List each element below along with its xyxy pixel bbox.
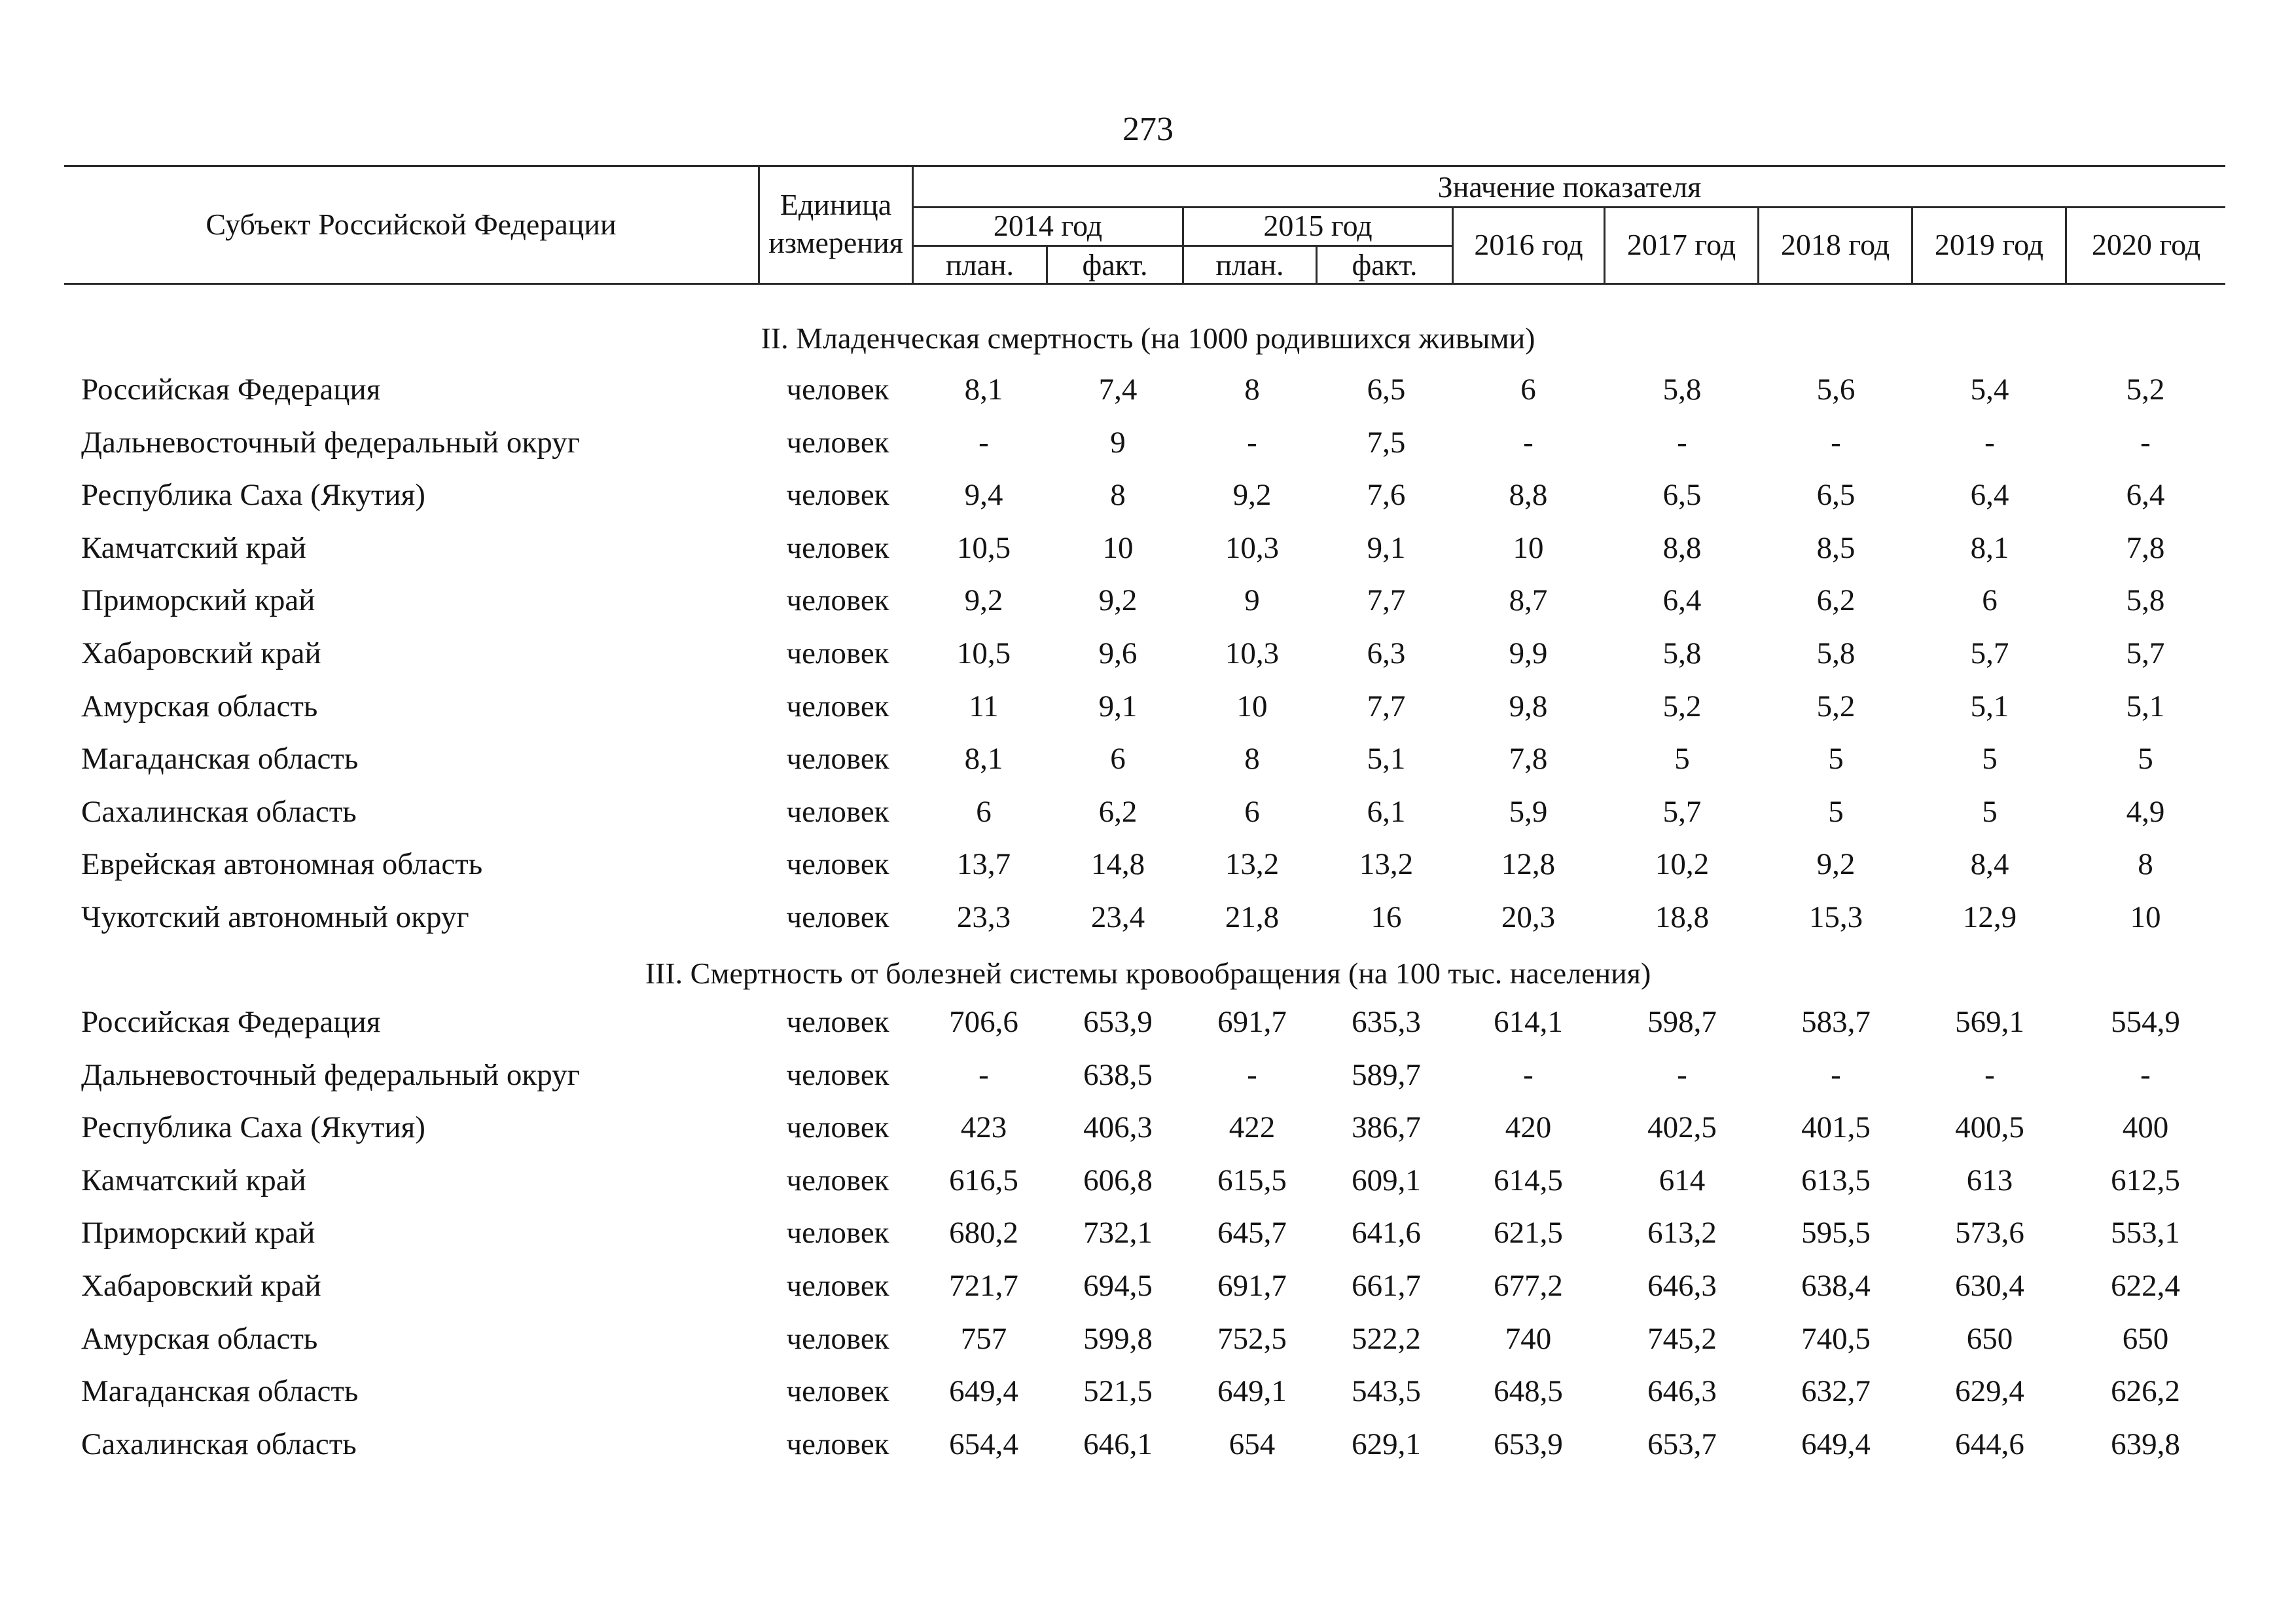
value-cell: 573,6 [1955, 1216, 2024, 1250]
table-row [0, 1319, 2296, 1359]
value-cell: 9,8 [1509, 689, 1548, 723]
value-cell: 5,1 [1367, 742, 1406, 776]
region-cell: Российская Федерация [81, 373, 381, 407]
value-cell: 653,9 [1494, 1427, 1563, 1461]
region-cell: Еврейская автономная область [81, 847, 483, 881]
value-cell: 752,5 [1217, 1322, 1287, 1356]
table-row [0, 1108, 2296, 1147]
value-cell: 10,5 [956, 531, 1011, 565]
region-cell: Сахалинская область [81, 795, 357, 829]
unit-cell: человек [786, 742, 889, 776]
value-cell: 9,9 [1509, 636, 1548, 670]
table-row [0, 792, 2296, 831]
region-cell: Магаданская область [81, 742, 359, 776]
region-cell: Республика Саха (Якутия) [81, 1110, 425, 1144]
value-cell: 420 [1505, 1110, 1552, 1144]
value-cell: 9,1 [1098, 689, 1138, 723]
header-indicator-value: Значение показателя [1437, 170, 1702, 204]
value-cell: 8,1 [964, 742, 1003, 776]
region-cell: Камчатский край [81, 531, 306, 565]
value-cell: 6 [1244, 795, 1260, 829]
value-cell: 9,2 [1232, 478, 1272, 512]
value-cell: 740,5 [1801, 1322, 1871, 1356]
value-cell: 12,9 [1962, 900, 2017, 934]
value-cell: 613,2 [1647, 1216, 1717, 1250]
table-row [0, 1002, 2296, 1042]
value-cell: 5,6 [1816, 373, 1856, 407]
value-cell: 6 [976, 795, 992, 829]
region-cell: Республика Саха (Якутия) [81, 478, 425, 512]
value-cell: 691,7 [1217, 1005, 1287, 1039]
value-cell: 650 [1966, 1322, 2013, 1356]
value-cell: 629,1 [1352, 1427, 1421, 1461]
header-2014-plan: план. [945, 248, 1014, 282]
value-cell: 10 [1102, 531, 1134, 565]
value-cell: 5,8 [1662, 636, 1702, 670]
value-cell: 646,3 [1647, 1374, 1717, 1408]
value-cell: 5,8 [2126, 583, 2165, 617]
header-year-2015: 2015 год [1263, 209, 1372, 242]
region-cell: Дальневосточный федеральный округ [81, 1058, 580, 1092]
value-cell: 6,4 [1662, 583, 1702, 617]
value-cell: 649,4 [949, 1374, 1018, 1408]
value-cell: 7,5 [1367, 426, 1406, 460]
value-cell: 9,2 [1098, 583, 1138, 617]
page-number: 273 [1122, 111, 1174, 148]
value-cell: 654 [1229, 1427, 1276, 1461]
value-cell: 5,9 [1509, 795, 1548, 829]
value-cell: 8,1 [1970, 531, 2009, 565]
value-cell: 626,2 [2111, 1374, 2180, 1408]
table-row [0, 1213, 2296, 1252]
value-cell: 614,5 [1494, 1163, 1563, 1197]
value-cell: 12,8 [1501, 847, 1556, 881]
value-cell: 406,3 [1083, 1110, 1153, 1144]
value-cell: 5,2 [1662, 689, 1702, 723]
value-cell: 10,3 [1225, 636, 1280, 670]
value-cell: 15,3 [1808, 900, 1863, 934]
value-cell: 706,6 [949, 1005, 1018, 1039]
value-cell: 8,4 [1970, 847, 2009, 881]
region-cell: Приморский край [81, 1216, 315, 1250]
table-row [0, 370, 2296, 409]
value-cell: 423 [960, 1110, 1007, 1144]
value-cell: 648,5 [1494, 1374, 1563, 1408]
value-cell: 5,1 [2126, 689, 2165, 723]
value-cell: 8,7 [1509, 583, 1548, 617]
table-row [0, 898, 2296, 937]
value-cell: 7,7 [1367, 689, 1406, 723]
value-cell: 691,7 [1217, 1269, 1287, 1303]
value-cell: 598,7 [1647, 1005, 1717, 1039]
value-cell: 6 [1520, 373, 1536, 407]
unit-cell: человек [786, 795, 889, 829]
value-cell: 6,5 [1816, 478, 1856, 512]
value-cell: 7,6 [1367, 478, 1406, 512]
header-unit-line1: Единица [780, 188, 892, 221]
value-cell: 6,1 [1367, 795, 1406, 829]
value-cell: 8 [1244, 742, 1260, 776]
unit-cell: человек [786, 1374, 889, 1408]
value-cell: 13,2 [1359, 847, 1414, 881]
value-cell: 23,3 [956, 900, 1011, 934]
value-cell: 649,1 [1217, 1374, 1287, 1408]
header-year-2019: 2019 год [1934, 228, 2044, 261]
value-cell: 629,4 [1955, 1374, 2024, 1408]
value-cell: 9,2 [964, 583, 1003, 617]
value-cell: 554,9 [2111, 1005, 2180, 1039]
value-cell: 677,2 [1494, 1269, 1563, 1303]
header-year-2017: 2017 год [1626, 228, 1736, 261]
value-cell: - [1984, 426, 1995, 460]
value-cell: 7,8 [1509, 742, 1548, 776]
value-cell: 386,7 [1352, 1110, 1421, 1144]
value-cell: 5,8 [1662, 373, 1702, 407]
value-cell: 401,5 [1801, 1110, 1871, 1144]
header-unit-line2: измерения [768, 226, 903, 259]
value-cell: 661,7 [1352, 1269, 1421, 1303]
value-cell: 641,6 [1352, 1216, 1421, 1250]
value-cell: 732,1 [1083, 1216, 1153, 1250]
value-cell: 5 [1674, 742, 1690, 776]
value-cell: 613,5 [1801, 1163, 1871, 1197]
value-cell: 5,8 [1816, 636, 1856, 670]
value-cell: 10 [1236, 689, 1268, 723]
value-cell: 589,7 [1352, 1058, 1421, 1092]
value-cell: - [2140, 426, 2151, 460]
value-cell: - [1677, 1058, 1687, 1092]
value-cell: - [978, 426, 989, 460]
region-cell: Амурская область [81, 1322, 318, 1356]
section-title: III. Смертность от болезней системы кровообращения (на 100 тыс. населения) [645, 957, 1651, 990]
value-cell: 7,8 [2126, 531, 2165, 565]
value-cell: 5,7 [1970, 636, 2009, 670]
value-cell: 614 [1659, 1163, 1706, 1197]
value-cell: 6,2 [1816, 583, 1856, 617]
value-cell: 10 [2130, 900, 2161, 934]
value-cell: - [2140, 1058, 2151, 1092]
value-cell: 616,5 [949, 1163, 1018, 1197]
value-cell: 13,7 [956, 847, 1011, 881]
region-cell: Хабаровский край [81, 636, 321, 670]
value-cell: 613 [1966, 1163, 2013, 1197]
unit-cell: человек [786, 531, 889, 565]
value-cell: 638,5 [1083, 1058, 1153, 1092]
value-cell: 757 [960, 1322, 1007, 1356]
value-cell: 13,2 [1225, 847, 1280, 881]
value-cell: 4,9 [2126, 795, 2165, 829]
header-year-2020: 2020 год [2091, 228, 2201, 261]
value-cell: 599,8 [1083, 1322, 1153, 1356]
value-cell: 653,7 [1647, 1427, 1717, 1461]
value-cell: - [1523, 426, 1534, 460]
table-row [0, 739, 2296, 778]
value-cell: 9,6 [1098, 636, 1138, 670]
value-cell: 595,5 [1801, 1216, 1871, 1250]
value-cell: 721,7 [949, 1269, 1018, 1303]
value-cell: 20,3 [1501, 900, 1556, 934]
value-cell: 5 [2138, 742, 2153, 776]
value-cell: - [1523, 1058, 1534, 1092]
value-cell: 521,5 [1083, 1374, 1153, 1408]
region-cell: Чукотский автономный округ [81, 900, 469, 934]
value-cell: 10 [1513, 531, 1544, 565]
value-cell: 609,1 [1352, 1163, 1421, 1197]
value-cell: 615,5 [1217, 1163, 1287, 1197]
table-row [0, 1425, 2296, 1464]
table-row [0, 1372, 2296, 1411]
unit-cell: человек [786, 1058, 889, 1092]
value-cell: 9 [1110, 426, 1126, 460]
value-cell: 6,3 [1367, 636, 1406, 670]
value-cell: 622,4 [2111, 1269, 2180, 1303]
table-row [0, 528, 2296, 568]
value-cell: 7,7 [1367, 583, 1406, 617]
value-cell: 10,2 [1655, 847, 1710, 881]
value-cell: 650 [2122, 1322, 2169, 1356]
value-cell: 553,1 [2111, 1216, 2180, 1250]
value-cell: 400,5 [1955, 1110, 2024, 1144]
unit-cell: человек [786, 426, 889, 460]
header-year-2016: 2016 год [1474, 228, 1583, 261]
header-region: Субъект Российской Федерации [206, 208, 617, 241]
header-divider-region [758, 165, 760, 284]
value-cell: 6,5 [1662, 478, 1702, 512]
unit-cell: человек [786, 1163, 889, 1197]
header-top-rule [64, 165, 2225, 167]
table-row [0, 1055, 2296, 1095]
unit-cell: человек [786, 1005, 889, 1039]
value-cell: - [1677, 426, 1687, 460]
value-cell: 18,8 [1655, 900, 1710, 934]
value-cell: 745,2 [1647, 1322, 1717, 1356]
header-year-2018: 2018 год [1780, 228, 1890, 261]
header-2015-fact: факт. [1352, 248, 1418, 282]
unit-cell: человек [786, 478, 889, 512]
unit-cell: человек [786, 373, 889, 407]
unit-cell: человек [786, 636, 889, 670]
table-row [0, 423, 2296, 462]
value-cell: - [1247, 1058, 1257, 1092]
value-cell: 9,2 [1816, 847, 1856, 881]
value-cell: 21,8 [1225, 900, 1280, 934]
value-cell: 5,2 [1816, 689, 1856, 723]
value-cell: 8,1 [964, 373, 1003, 407]
table-row [0, 581, 2296, 620]
value-cell: 5,2 [2126, 373, 2165, 407]
region-cell: Российская Федерация [81, 1005, 381, 1039]
value-cell: - [1831, 1058, 1841, 1092]
value-cell: 621,5 [1494, 1216, 1563, 1250]
value-cell: 9,4 [964, 478, 1003, 512]
unit-cell: человек [786, 847, 889, 881]
unit-cell: человек [786, 1110, 889, 1144]
value-cell: 680,2 [949, 1216, 1018, 1250]
value-cell: 644,6 [1955, 1427, 2024, 1461]
value-cell: 11 [969, 689, 999, 723]
value-cell: - [1831, 426, 1841, 460]
value-cell: 5,4 [1970, 373, 2009, 407]
value-cell: 645,7 [1217, 1216, 1287, 1250]
header-bottom-rule [64, 283, 2225, 285]
value-cell: - [1984, 1058, 1995, 1092]
unit-cell: человек [786, 1427, 889, 1461]
value-cell: 8,5 [1816, 531, 1856, 565]
value-cell: 8,8 [1509, 478, 1548, 512]
header-2015-plan: план. [1215, 248, 1284, 282]
value-cell: 5,7 [2126, 636, 2165, 670]
unit-cell: человек [786, 1269, 889, 1303]
value-cell: - [978, 1058, 989, 1092]
value-cell: 6,4 [1970, 478, 2009, 512]
value-cell: 9 [1244, 583, 1260, 617]
unit-cell: человек [786, 583, 889, 617]
value-cell: 646,3 [1647, 1269, 1717, 1303]
region-cell: Сахалинская область [81, 1427, 357, 1461]
value-cell: 5 [1828, 742, 1844, 776]
region-cell: Амурская область [81, 689, 318, 723]
value-cell: 630,4 [1955, 1269, 2024, 1303]
value-cell: 402,5 [1647, 1110, 1717, 1144]
value-cell: 5,1 [1970, 689, 2009, 723]
value-cell: 569,1 [1955, 1005, 2024, 1039]
value-cell: 654,4 [949, 1427, 1018, 1461]
value-cell: 6,5 [1367, 373, 1406, 407]
value-cell: 522,2 [1352, 1322, 1421, 1356]
value-cell: 5,7 [1662, 795, 1702, 829]
unit-cell: человек [786, 689, 889, 723]
table-row [0, 687, 2296, 726]
value-cell: 740 [1505, 1322, 1552, 1356]
value-cell: 5 [1982, 795, 1998, 829]
value-cell: 400 [2122, 1110, 2169, 1144]
section-title: II. Младенческая смертность (на 1000 родившихся живыми) [761, 321, 1535, 355]
value-cell: 649,4 [1801, 1427, 1871, 1461]
value-cell: 16 [1371, 900, 1402, 934]
value-cell: 635,3 [1352, 1005, 1421, 1039]
value-cell: 10,3 [1225, 531, 1280, 565]
unit-cell: человек [786, 900, 889, 934]
region-cell: Дальневосточный федеральный округ [81, 426, 580, 460]
value-cell: 638,4 [1801, 1269, 1871, 1303]
value-cell: 5 [1828, 795, 1844, 829]
value-cell: 653,9 [1083, 1005, 1153, 1039]
region-cell: Камчатский край [81, 1163, 306, 1197]
region-cell: Магаданская область [81, 1374, 359, 1408]
value-cell: 8 [1244, 373, 1260, 407]
table-row [0, 1266, 2296, 1305]
region-cell: Приморский край [81, 583, 315, 617]
value-cell: 6 [1982, 583, 1998, 617]
value-cell: 14,8 [1090, 847, 1145, 881]
region-cell: Хабаровский край [81, 1269, 321, 1303]
value-cell: 9,1 [1367, 531, 1406, 565]
value-cell: - [1247, 426, 1257, 460]
table-row [0, 634, 2296, 673]
table-row [0, 1161, 2296, 1200]
header-2014-fact: факт. [1082, 248, 1148, 282]
value-cell: 10,5 [956, 636, 1011, 670]
value-cell: 6 [1110, 742, 1126, 776]
value-cell: 8 [2138, 847, 2153, 881]
value-cell: 583,7 [1801, 1005, 1871, 1039]
value-cell: 543,5 [1352, 1374, 1421, 1408]
value-cell: 646,1 [1083, 1427, 1153, 1461]
value-cell: 606,8 [1083, 1163, 1153, 1197]
value-cell: 694,5 [1083, 1269, 1153, 1303]
value-cell: 6,2 [1098, 795, 1138, 829]
value-cell: 8,8 [1662, 531, 1702, 565]
value-cell: 612,5 [2111, 1163, 2180, 1197]
value-cell: 5 [1982, 742, 1998, 776]
value-cell: 639,8 [2111, 1427, 2180, 1461]
value-cell: 632,7 [1801, 1374, 1871, 1408]
unit-cell: человек [786, 1216, 889, 1250]
value-cell: 8 [1110, 478, 1126, 512]
table-row [0, 845, 2296, 884]
table-row [0, 475, 2296, 515]
value-cell: 422 [1229, 1110, 1276, 1144]
value-cell: 7,4 [1098, 373, 1138, 407]
value-cell: 614,1 [1494, 1005, 1563, 1039]
value-cell: 23,4 [1090, 900, 1145, 934]
header-year-2014: 2014 год [993, 209, 1103, 242]
value-cell: 6,4 [2126, 478, 2165, 512]
unit-cell: человек [786, 1322, 889, 1356]
